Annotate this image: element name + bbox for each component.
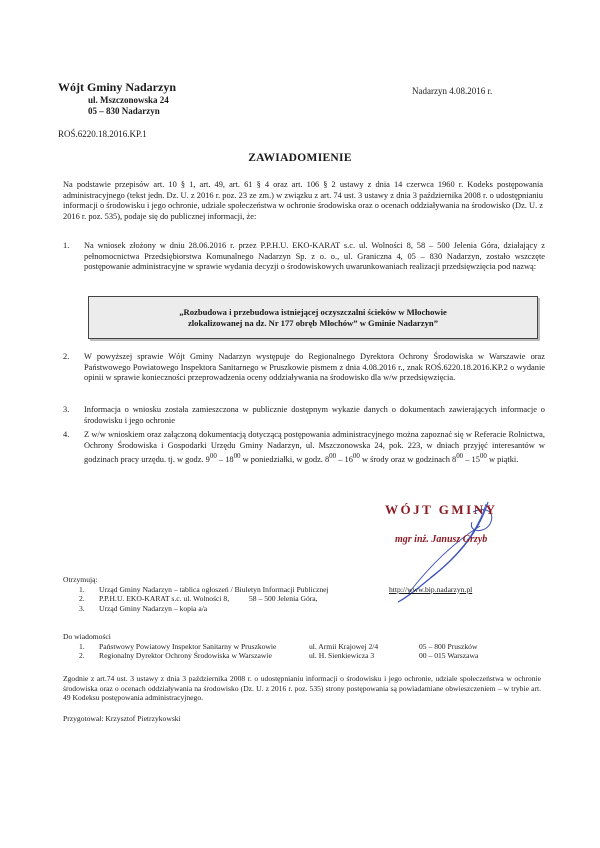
item-number: 3.	[63, 405, 70, 414]
signature-name: mgr inż. Janusz Grzyb	[395, 534, 488, 545]
item-text: Informacja o wniosku została zamieszczona w publicznie dostępnym wykazie danych o dokumentach zawierających informacje o środowisku i jego ochronie	[84, 405, 545, 425]
bip-link[interactable]: http://www.bip.nadarzyn.pl	[389, 584, 473, 594]
item-text: Na wniosek złożony w dniu 28.06.2016 r. przez P.P.H.U. EKO-KARAT s.c. ul. Wolności 8, 58 – 500 Jelenia Góra, działający z pełnomocnictwa Przedsiębiorstwa Komunalnego Nadarzyn Sp. z o. o., ul. Graniczna 4, 05 – 830 Nadarzyn, zostało wszczęte postępowanie administracyjne w sprawie wydania decyzji o środowiskowych uwarunkowaniach realizacji przedsięwzięcia pod nazwą:	[84, 241, 545, 271]
list-item-2	[63, 352, 545, 384]
list-item-3	[63, 405, 545, 426]
recipients-heading: Otrzymują:	[63, 575, 98, 584]
sender-block	[58, 80, 238, 117]
recipient-3: 3. Urząd Gminy Nadarzyn – kopia a/a	[79, 603, 208, 613]
recipient-1: 1. Urząd Gminy Nadarzyn – tablica ogłoszeń / Biuletyn Informacji Publicznej http://www.bip.nadarzyn.pl	[79, 584, 473, 594]
list-item-4	[63, 430, 545, 465]
sender-street: ul. Mszczonowska 24	[88, 95, 169, 105]
signature-title: WÓJT GMINY	[385, 502, 498, 517]
recipients-block	[63, 575, 543, 613]
recipient-2: 2. P.P.H.U. EKO-KARAT s.c. ul. Wolności 8, 58 – 500 Jelenia Góra,	[79, 594, 318, 603]
item-number: 1.	[63, 241, 70, 250]
cc-heading: Do wiadomości	[63, 632, 111, 641]
item-text: Z w/w wnioskiem oraz załączoną dokumentacją dotyczącą postępowania administracyjnego można zapoznać się w Referacie Rolnictwa, Ochrony Środowiska i Gospodarki Urzędu Gminy Nadarzyn, ul. Mszczonowska 24, pok. 223, w dniach przyjęć interesantów w godzinach pracy urzędu. tj. w godz. $9^{00} - 18^{00}$ w poniedziałki, w godz. $8^{00} - 16^{00}$ w środy oraz w godzinach $8^{00} - 15^{00}$ w piątki.	[84, 430, 545, 464]
document-title: ZAWIADOMIENIE	[248, 152, 352, 164]
reference-number: ROŚ.6220.18.2016.KP.1	[58, 129, 147, 139]
item-text: W powyższej sprawie Wójt Gminy Nadarzyn występuje do Regionalnego Dyrektora Ochrony Środowiska w Warszawie oraz Państwowego Powiatowego Inspektora Sanitarnego w Pruszkowie pismem z dnia 4.08.2016 r., znak ROŚ.6220.18.2016.KP.2 o wydanie opinii w sprawie konieczności przeprowadzenia oceny oddziaływania na środowisko dla w/w przedsięwzięcia.	[84, 352, 545, 382]
sender-name: Wójt Gminy Nadarzyn	[58, 80, 176, 94]
prepared-by: Przygotował: Krzysztof Pietrzykowski	[63, 714, 181, 723]
sender-postal: 05 – 830 Nadarzyn	[88, 106, 160, 116]
project-name-box	[88, 296, 538, 339]
cc-item-1: 1. Państwowy Powiatowy Inspektor Sanitarny w Pruszkowie ul. Armii Krajowej 2/4 05 – 800 Pruszków	[79, 641, 478, 651]
item-number: 2.	[63, 352, 70, 361]
footer-note: Zgodnie z art.74 ust. 3 ustawy z dnia 3 października 2008 r. o udostępnianiu informacji o środowisku i jego ochronie, udziale społeczeństwa w ochronie środowiska oraz o ocenach oddziaływania na środowisko (Dz. U. z 2016 r. poz. 535) strony postępowania są powiadamiane obwieszczeniem – w trybie art. 49 Kodeksu postępowania administracyjnego.	[63, 674, 541, 702]
cc-block	[63, 632, 543, 661]
project-line-1: „Rozbudowa i przebudowa istniejącej oczyszczalni ścieków w Młochowie	[179, 307, 447, 317]
project-line-2: zlokalizowanej na dz. Nr 177 obręb Młochów” w Gminie Nadarzyn”	[187, 317, 438, 328]
place-date: Nadarzyn 4.08.2016 r.	[412, 86, 493, 96]
item-number: 4.	[63, 430, 70, 439]
intro-paragraph: Na podstawie przepisów art. 10 § 1, art. 49, art. 61 § 4 oraz art. 106 § 2 ustawy z dnia 14 czerwca 1960 r. Kodeks postępowania administracyjnego (tekst jedn. Dz. U. z 2016 r. poz. 23 ze zm.) w związku z art. 74 ust. 3 ustawy z dnia 3 października 2008 r. o udostępnianiu informacji o środowisku i jego ochronie, udziale społeczeństwa w ochronie środowiska oraz o ocenach oddziaływania na środowisko (Dz. U. z 2016 r. poz. 535), podaje się do publicznej informacji, że:	[63, 180, 543, 221]
cc-item-2: 2. Regionalny Dyrektor Ochrony Środowiska w Warszawie ul. H. Sienkiewicza 3 00 – 015 Warszawa	[79, 651, 479, 660]
list-item-1	[63, 241, 545, 273]
